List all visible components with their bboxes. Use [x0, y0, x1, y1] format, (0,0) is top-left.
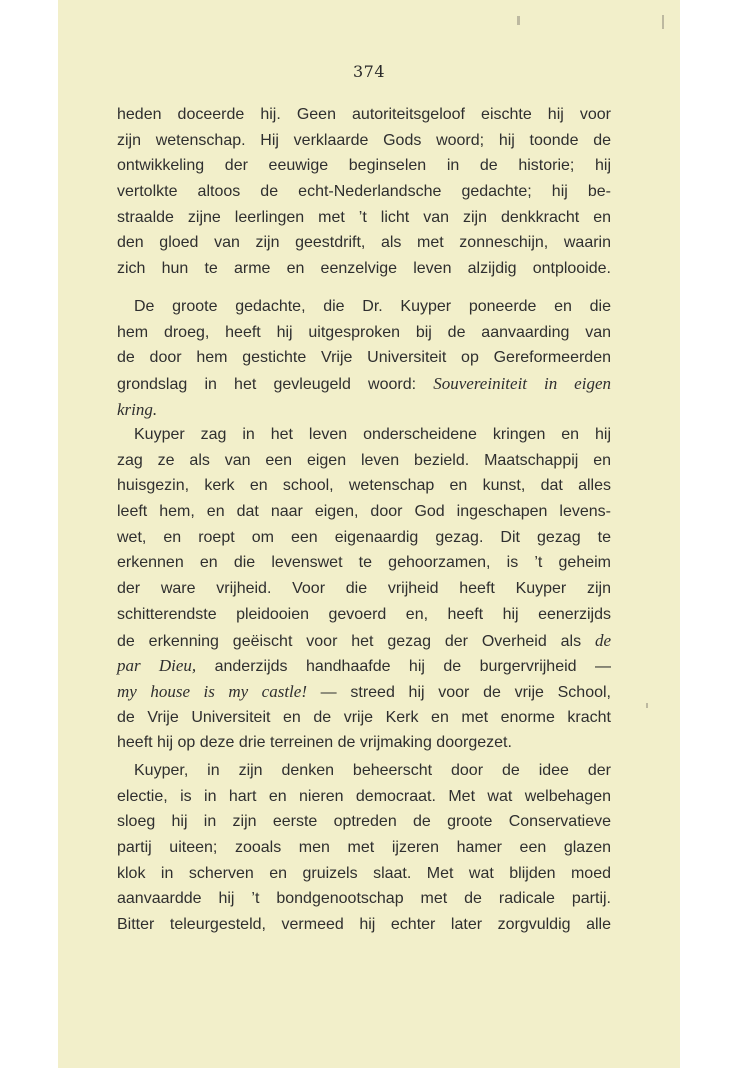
scan-speck: [646, 703, 648, 708]
paragraph: [117, 422, 611, 756]
italic-segment: Souvereiniteit in eigen: [433, 374, 611, 394]
text-segment: — streed hij voor de vrije School,: [306, 683, 611, 701]
text-segment: hem droeg, heeft hij uitgesproken bij de aanvaarding van: [117, 323, 611, 341]
text-line: [117, 653, 611, 679]
text-line: [117, 784, 611, 810]
text-segment: De groote gedachte, die Dr. Kuyper poneerde en die: [134, 298, 611, 315]
text-line: [117, 179, 611, 205]
text-line: [117, 153, 611, 179]
text-segment: straalde zijne leerlingen met ’t licht van zijn denkkracht en: [117, 208, 611, 226]
scan-speck: [662, 15, 664, 29]
paragraph: [117, 294, 611, 422]
text-line: [117, 422, 611, 448]
text-line: [117, 525, 611, 551]
text-segment: anderzijds handhaafde hij de burgervrijheid —: [196, 658, 611, 676]
text-segment: erkennen en die levenswet te gehoorzamen, is ’t geheim: [117, 554, 611, 572]
paragraph: [117, 102, 611, 282]
text-line: [117, 602, 611, 628]
text-segment: grondslag in het gevleugeld woord:: [117, 376, 434, 394]
italic-segment: par Dieu,: [117, 656, 197, 676]
text-line: [117, 679, 611, 705]
text-line: [117, 397, 611, 423]
page-number: 374: [352, 62, 386, 81]
text-line: [117, 371, 611, 397]
text-segment: den gloed van zijn geestdrift, als met zonneschijn, waarin: [117, 234, 611, 252]
text-line: [117, 205, 611, 231]
text-line: [117, 835, 611, 861]
text-segment: de door hem gestichte Vrije Universiteit op Gereformeerden: [117, 349, 611, 367]
text-line: [117, 102, 611, 128]
text-segment: zag ze als van een eigen leven bezield. Maatschappij en: [117, 451, 611, 469]
text-segment: klok in scherven en gruizels slaat. Met wat blijden moed: [117, 864, 611, 882]
text-segment: heeft hij op deze drie terreinen de vrijmaking doorgezet.: [117, 734, 512, 752]
text-line: [117, 550, 611, 576]
text-segment: schitterendste pleidooien gevoerd en, heeft hij eenerzijds: [117, 605, 611, 623]
text-segment: electie, is in hart en nieren democraat. Met wat welbehagen: [117, 787, 611, 805]
text-segment: de erkenning geëischt voor het gezag der Overheid als: [117, 632, 595, 650]
text-segment: aanvaardde hij ’t bondgenootschap met de radicale partij.: [117, 890, 611, 908]
text-segment: vertolkte altoos de echt-Nederlandsche gedachte; hij be-: [117, 183, 611, 201]
scan-speck: [517, 16, 520, 25]
text-line: [117, 705, 611, 731]
text-line: [117, 886, 611, 912]
text-segment: zijn wetenschap. Hij verklaarde Gods woord; hij toonde de: [117, 131, 611, 149]
text-line: [117, 861, 611, 887]
text-line: [117, 628, 611, 654]
text-segment: zich hun te arme en eenzelvige leven alzijdig ontplooide.: [117, 260, 611, 278]
text-segment: huisgezin, kerk en school, wetenschap en kunst, dat alles: [117, 477, 611, 495]
text-segment: ontwikkeling der eeuwige beginselen in de historie; hij: [117, 157, 611, 175]
italic-segment: my house is my castle!: [117, 681, 307, 701]
italic-segment: de: [594, 630, 611, 650]
italic-segment: kring.: [117, 399, 158, 419]
text-line: [117, 320, 611, 346]
text-line: [117, 758, 611, 784]
text-line: [117, 294, 611, 320]
text-segment: der ware vrijheid. Voor die vrijheid heeft Kuyper zijn: [117, 580, 611, 598]
text-line: [117, 256, 611, 282]
text-line: [117, 912, 611, 938]
text-line: [117, 499, 611, 525]
text-segment: de Vrije Universiteit en de vrije Kerk en met enorme kracht: [117, 708, 611, 726]
text-segment: sloeg hij in zijn eerste optreden de groote Conservatieve: [117, 813, 611, 831]
text-segment: Kuyper, in zijn denken beheerscht door de idee der: [134, 762, 611, 779]
text-line: [117, 809, 611, 835]
text-line: [117, 448, 611, 474]
text-line: [117, 230, 611, 256]
text-segment: wet, en roept om een eigenaardig gezag. Dit gezag te: [117, 528, 611, 546]
text-line: [117, 473, 611, 499]
text-line: [117, 128, 611, 154]
text-segment: Bitter teleurgesteld, vermeed hij echter later zorgvuldig alle: [117, 916, 611, 934]
text-line: [117, 576, 611, 602]
paragraph: [117, 758, 611, 938]
text-segment: heden doceerde hij. Geen autoriteitsgeloof eischte hij voor: [117, 106, 611, 123]
text-line: [117, 730, 611, 756]
text-line: [117, 345, 611, 371]
text-segment: Kuyper zag in het leven onderscheidene kringen en hij: [134, 426, 611, 443]
text-segment: leeft hem, en dat naar eigen, door God ingeschapen levens-: [117, 503, 611, 521]
text-segment: partij uiteen; zooals men met ijzeren hamer een glazen: [117, 839, 611, 857]
